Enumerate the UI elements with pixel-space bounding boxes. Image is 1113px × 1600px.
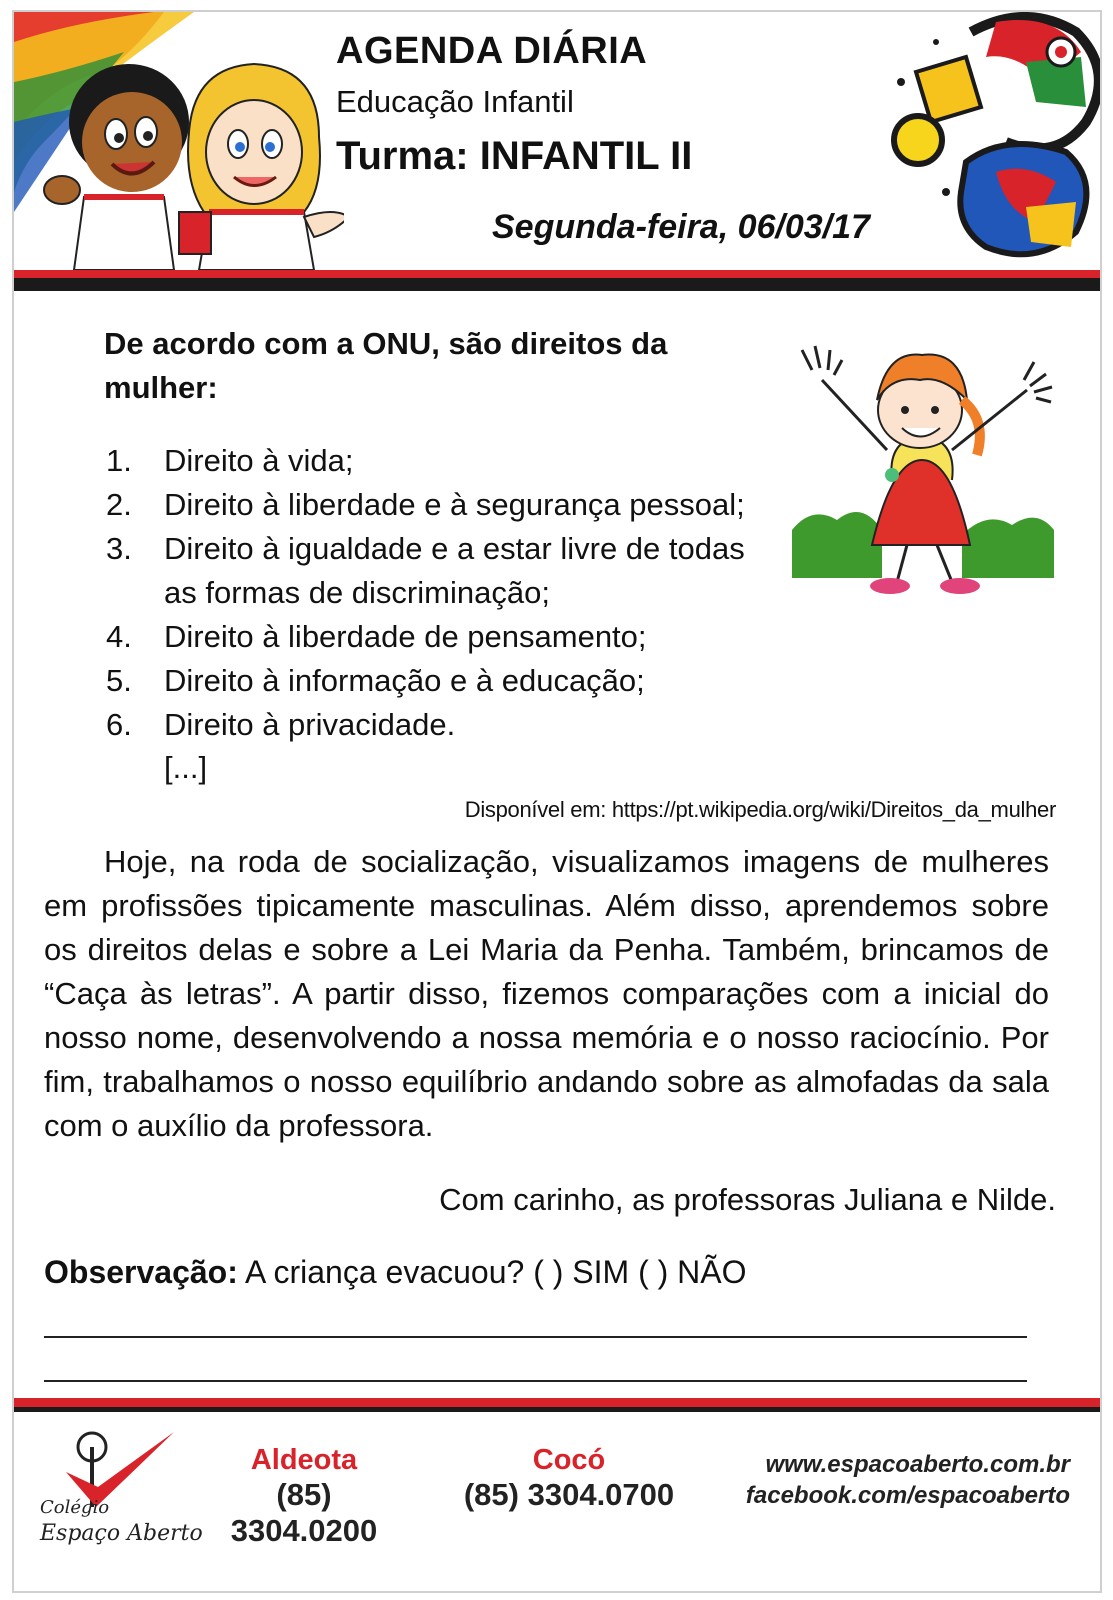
- activity-paragraph: Hoje, na roda de socialização, visualizamos imagens de mulheres em profissões tipicamente masculinas. Além disso, aprendemos sobre os direitos delas e sobre a Lei Maria da Penha. Também, brincamos de “Caça às letras”. A partir disso, fizemos comparações com a inicial do nosso nome, desenvolvendo a nossa memória e o nosso raciocínio. Por fim, trabalhamos o nosso equilíbrio andando sobre as almofadas da sala com o auxílio da professora.: [44, 844, 1049, 1143]
- answer-line: [44, 1336, 1027, 1338]
- girl-figure: [179, 64, 344, 270]
- class-label: Turma: INFANTIL II: [336, 134, 693, 178]
- agenda-subtitle: Educação Infantil: [336, 84, 574, 119]
- list-item: 6. Direito à privacidade.: [106, 707, 456, 742]
- agenda-page: [12, 10, 1102, 1593]
- agenda-title: AGENDA DIÁRIA: [336, 30, 648, 72]
- unit-phone: (85) 3304.0700: [463, 1477, 675, 1512]
- website-link[interactable]: www.espacoaberto.com.br: [765, 1451, 1070, 1478]
- header-divider-red: [14, 270, 1100, 278]
- unit-name: Cocó: [532, 1444, 606, 1476]
- facebook-link[interactable]: facebook.com/espacoaberto: [745, 1482, 1070, 1509]
- rights-list: [106, 439, 786, 747]
- answer-line: [44, 1380, 1027, 1382]
- unit-name: Aldeota: [250, 1444, 358, 1476]
- children-illustration: [14, 12, 344, 270]
- agenda-date: Segunda-feira, 06/03/17: [492, 208, 870, 246]
- source-citation: Disponível em: https://pt.wikipedia.org/wiki/Direitos_da_mulher: [464, 797, 1056, 822]
- unit-aldeota: [199, 1444, 409, 1549]
- list-item: 1. Direito à vida;: [106, 443, 354, 478]
- footer-links: [746, 1449, 1070, 1511]
- footer-divider-black: [14, 1407, 1100, 1412]
- unit-coco: [459, 1444, 679, 1513]
- list-ellipsis: [...]: [164, 750, 208, 785]
- list-item: 3. Direito à igualdade e a estar livre de todas as formas de discriminação;: [106, 531, 745, 610]
- school-logo: [36, 1427, 203, 1567]
- list-item: 5. Direito à informação e à educação;: [106, 663, 645, 698]
- logo-text-bottom: Espaço Aberto: [40, 1521, 203, 1546]
- footer-divider-red: [14, 1398, 1100, 1407]
- observation-line: [44, 1254, 747, 1291]
- unit-phone: (85) 3304.0200: [230, 1477, 378, 1548]
- jumping-girl-illustration: [792, 330, 1054, 598]
- header-divider-black: [14, 278, 1100, 291]
- list-item: 4. Direito à liberdade de pensamento;: [106, 619, 647, 654]
- decorative-swirl-art: [876, 12, 1102, 270]
- observation-label: Observação:: [44, 1254, 238, 1290]
- checkmark-logo-icon: [46, 1427, 176, 1507]
- observation-question: A criança evacuou? ( ) SIM ( ) NÃO: [245, 1254, 747, 1290]
- teachers-signature: Com carinho, as professoras Juliana e Nilde.: [439, 1182, 1056, 1217]
- rights-intro: De acordo com a ONU, são direitos da mulher:: [104, 326, 668, 405]
- logo-text-top: Colégio: [40, 1497, 110, 1518]
- list-item: 2. Direito à liberdade e à segurança pessoal;: [106, 487, 745, 522]
